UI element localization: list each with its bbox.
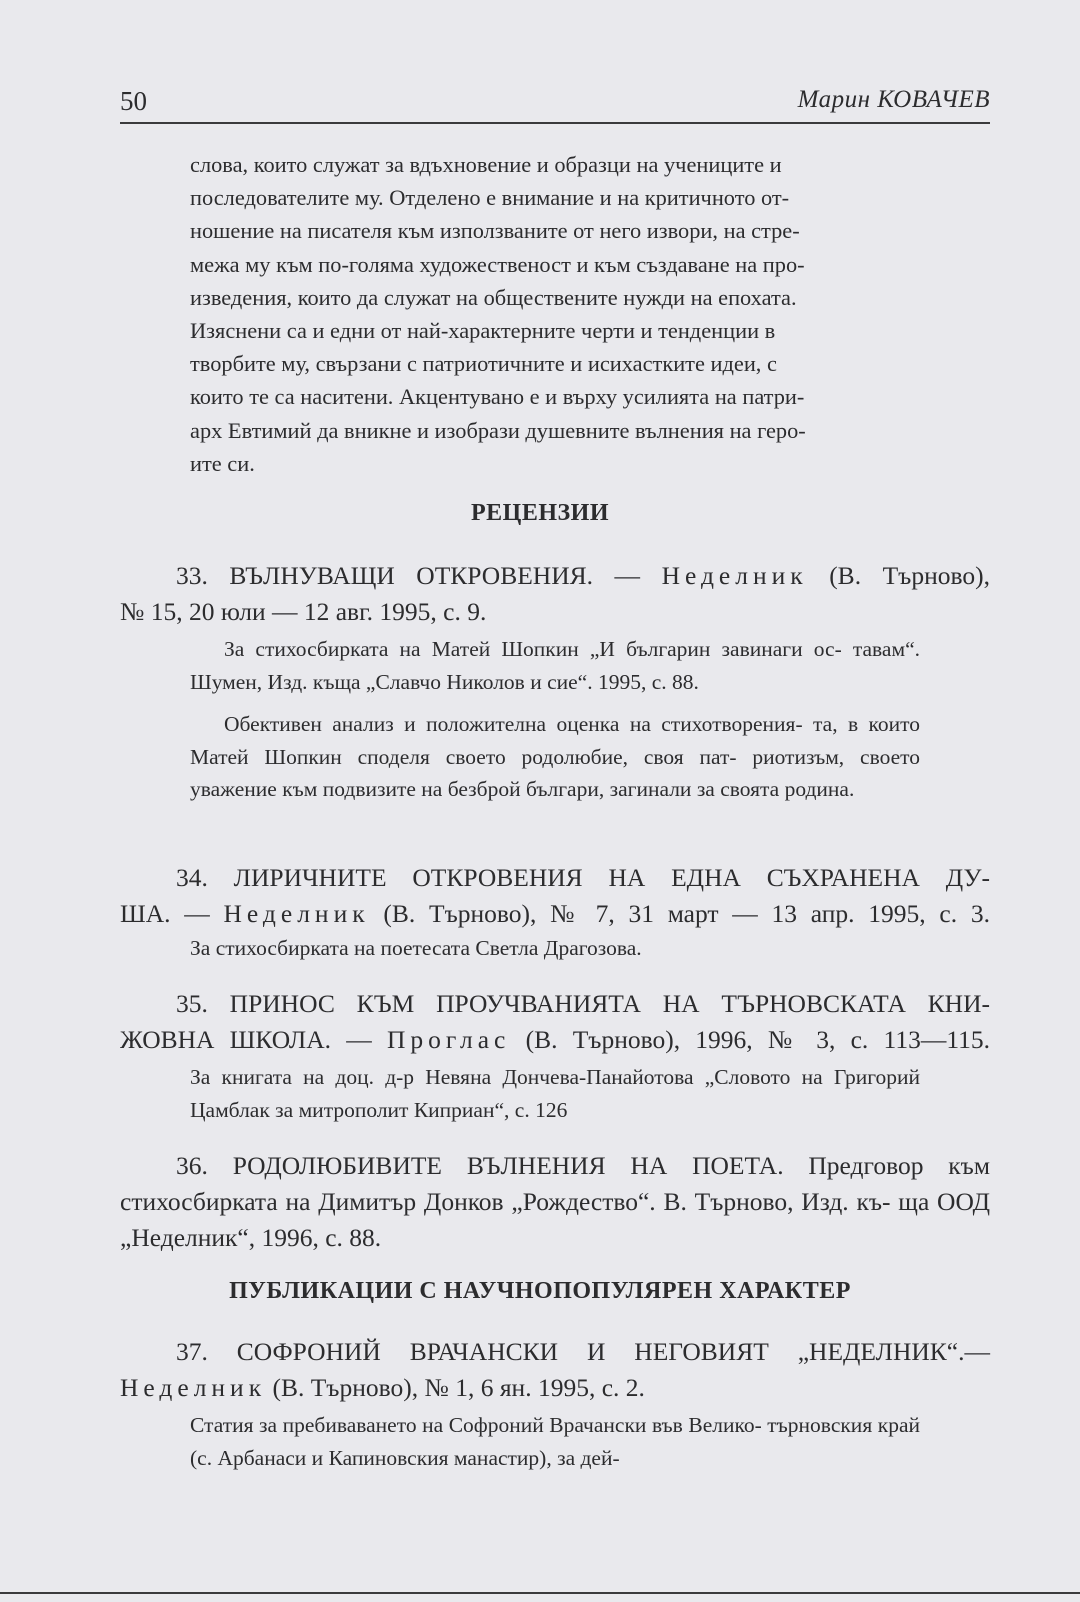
entry-34-title (120, 860, 990, 932)
entry-34-journal: Неделник (223, 899, 370, 928)
entry-36-text: 36. РОДОЛЮБИВИТЕ ВЪЛНЕНИЯ НА ПОЕТА. Предговор към стихосбирката на Димитър Донков „Рождество“. В. Търново, Изд. къ- ща ООД „Неделник“, 1996, с. 88. (120, 1151, 990, 1252)
entry-33-note-2-text: Обективен анализ и положителна оценка на стихотворения- та, в които Матей Шопкин споделя своето родолюбие, своя пат- риотизъм, своето уважение към подвизите на безброй българи, загинали за своята родина. (190, 712, 920, 801)
entry-33-note-2 (190, 708, 920, 806)
entry-37-tail: (В. Търново), № 1, 6 ян. 1995, с. 2. (266, 1373, 645, 1402)
entry-37-journal: Неделник (120, 1373, 267, 1402)
entry-34-line-1: 34. ЛИРИЧНИТЕ ОТКРОВЕНИЯ НА ЕДНА СЪХРАНЕНА ДУ- (176, 863, 990, 892)
section-title-popular: ПУБЛИКАЦИИ С НАУЧНОПОПУЛЯРЕН ХАРАКТЕР (229, 1278, 851, 1304)
intro-line: арх Евтимий да вникне и изобрази душевните вълнения на геро- (190, 417, 806, 443)
bottom-edge-rule (0, 1592, 1080, 1594)
entry-33-note-1 (190, 633, 920, 698)
page-number: 50 (120, 86, 147, 116)
entry-34-tail: (В. Търново), № 7, 31 март — 13 апр. 1995, с. 3. (369, 899, 990, 928)
entry-37-note: Статия за пребиваването на Софроний Врачански във Велико- търновския край (с. Арбанаси и Капиновския манастир), за дей- (190, 1413, 920, 1470)
intro-line: ношение на писателя към използваните от него извори, на стре- (190, 218, 800, 244)
intro-paragraph (190, 148, 920, 480)
section-title-reviews: РЕЦЕНЗИИ (470, 500, 609, 526)
entry-35-journal: Проглас (386, 1025, 511, 1054)
intro-line: последователите му. Отделено е внимание и на критичното от- (190, 185, 790, 211)
intro-line: творбите му, свързани с патриотичните и исихастките идеи, с (190, 351, 777, 377)
entry-35-line-1: 35. ПРИНОС КЪМ ПРОУЧВАНИЯТА НА ТЪРНОВСКАТА КНИ- (176, 989, 990, 1018)
intro-line: ите си. (190, 450, 255, 476)
entry-34-lead: ША. — (120, 899, 224, 928)
entry-34-note: За стихосбирката на поетесата Светла Драгозова. (190, 936, 642, 960)
entry-35-tail: (В. Търново), 1996, № 3, с. 113—115. (510, 1025, 990, 1054)
entry-33-note-1-text: За стихосбирката на Матей Шопкин „И българин завинаги ос- тавам“. Шумен, Изд. къща „Славчо Николов и сие“. 1995, с. 88. (190, 637, 920, 694)
intro-line: изведения, които да служат на обществените нужди на епохата. (190, 284, 797, 310)
entry-33-journal: Неделник (661, 561, 808, 590)
running-head: Марин КОВАЧЕВ (797, 86, 990, 113)
entry-35-lead: ЖОВНА ШКОЛА. — (120, 1025, 387, 1054)
entry-35-note: За книгата на доц. д-р Невяна Дончева-Панайотова „Словото на Григорий Цамблак за митрополит Киприан“, с. 126 (190, 1065, 920, 1122)
entry-33-title (120, 558, 990, 630)
entry-37-title (120, 1334, 990, 1406)
entry-35-title (120, 986, 990, 1058)
entry-33-lead: 33. ВЪЛНУВАЩИ ОТКРОВЕНИЯ. — (176, 561, 662, 590)
entry-33-tail: (В. Търново), (807, 561, 990, 590)
entry-33-issue: № 15, 20 юли — 12 авг. 1995, с. 9. (120, 597, 487, 626)
intro-line: които те са наситени. Акцентувано е и върху усилията на патри- (190, 384, 805, 410)
intro-line: слова, които служат за вдъхновение и образци на учениците и (190, 152, 782, 177)
intro-line: межа му към по-голяма художественост и към създаване на про- (190, 251, 805, 277)
entry-36-title (120, 1148, 990, 1256)
intro-line: Изяснени са и едни от най-характерните черти и тенденции в (190, 318, 776, 344)
entry-37-line-1: 37. СОФРОНИЙ ВРАЧАНСКИ И НЕГОВИЯТ „НЕДЕЛНИК“.— (176, 1337, 990, 1366)
page-header (120, 82, 990, 124)
